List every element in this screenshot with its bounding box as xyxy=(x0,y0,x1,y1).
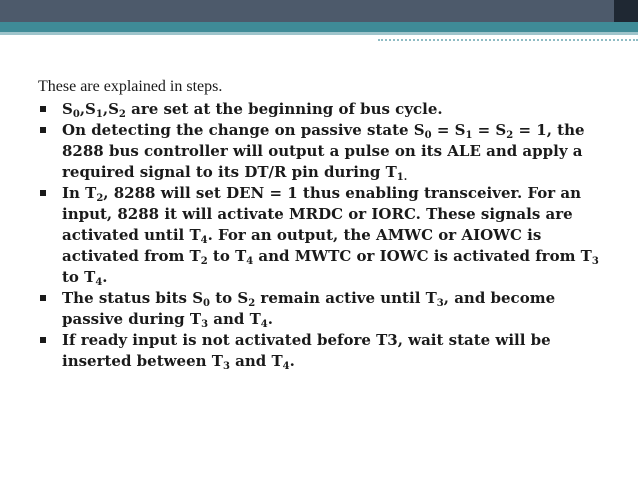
bullet-text xyxy=(62,100,443,118)
text-run: and T xyxy=(208,310,261,328)
square-bullet-icon xyxy=(40,295,46,301)
subscript: 1 xyxy=(465,130,473,141)
bullet-item xyxy=(38,99,610,120)
subscript: 0 xyxy=(424,130,432,141)
bullet-item xyxy=(38,330,610,372)
subscript: 0 xyxy=(203,298,211,309)
subscript: 2 xyxy=(96,193,104,204)
header-band xyxy=(0,0,638,22)
text-run: to T xyxy=(207,247,247,265)
text-run: The status bits S xyxy=(62,289,204,307)
slide-content xyxy=(38,78,610,372)
text-run: ,S xyxy=(79,100,96,118)
decorative-dotted-line xyxy=(378,39,638,41)
text-run: . For an output, the AMWC or AIOWC is activated from T xyxy=(62,226,542,265)
subscript: 0 xyxy=(72,109,80,120)
subscript: 4 xyxy=(260,319,268,330)
header-teal-strip xyxy=(0,22,638,32)
text-run: . xyxy=(289,352,295,370)
text-run: , and become passive during T xyxy=(62,289,556,328)
subscript: 1 xyxy=(95,109,103,120)
text-run: = S xyxy=(472,121,507,139)
header-light-strip xyxy=(0,32,638,35)
subscript: 1. xyxy=(396,172,408,183)
bullet-text xyxy=(62,121,585,181)
subscript: 4 xyxy=(246,256,254,267)
text-run: = S xyxy=(431,121,466,139)
text-run: ,S xyxy=(102,100,119,118)
text-run: to T xyxy=(62,268,96,286)
bullet-text xyxy=(62,184,599,286)
text-run: , 8288 will set DEN = 1 thus enabling transceiver. For an input, 8288 it will activate MRDC or IORC. These signals are activated until T xyxy=(62,184,582,244)
subscript: 4 xyxy=(95,277,103,288)
square-bullet-icon xyxy=(40,337,46,343)
text-run: If ready input is not activated before T3, wait state will be inserted between T xyxy=(62,331,551,370)
bullet-item xyxy=(38,120,610,183)
bullet-text xyxy=(62,289,555,328)
bullet-item xyxy=(38,288,610,330)
text-run: S xyxy=(62,100,73,118)
subscript: 4 xyxy=(200,235,208,246)
subscript: 2 xyxy=(248,298,256,309)
square-bullet-icon xyxy=(40,190,46,196)
bullet-text xyxy=(62,331,551,370)
text-run: to S xyxy=(210,289,249,307)
bullet-item xyxy=(38,183,610,288)
bullet-list xyxy=(38,99,610,372)
text-run: and T xyxy=(229,352,283,370)
text-run: remain active until T xyxy=(255,289,437,307)
text-run: . xyxy=(102,268,108,286)
text-run: and MWTC or IOWC is activated from T xyxy=(253,247,592,265)
subscript: 3 xyxy=(436,298,444,309)
text-run: In T xyxy=(62,184,97,202)
text-run: are set at the beginning of bus cycle. xyxy=(125,100,443,118)
header-accent-block xyxy=(614,0,638,22)
subscript: 3 xyxy=(222,361,230,372)
text-run: . xyxy=(267,310,273,328)
subscript: 2 xyxy=(118,109,126,120)
subscript: 2 xyxy=(506,130,514,141)
subscript: 3 xyxy=(591,256,599,267)
text-run: On detecting the change on passive state S xyxy=(62,121,425,139)
square-bullet-icon xyxy=(40,106,46,112)
subscript: 4 xyxy=(282,361,290,372)
text-run: = 1, the 8288 bus controller will output a pulse on its ALE and apply a required signal to its DT/R pin during T xyxy=(62,121,585,181)
square-bullet-icon xyxy=(40,127,46,133)
subscript: 3 xyxy=(201,319,209,330)
intro-text: These are explained in steps. xyxy=(38,78,223,95)
subscript: 2 xyxy=(200,256,208,267)
